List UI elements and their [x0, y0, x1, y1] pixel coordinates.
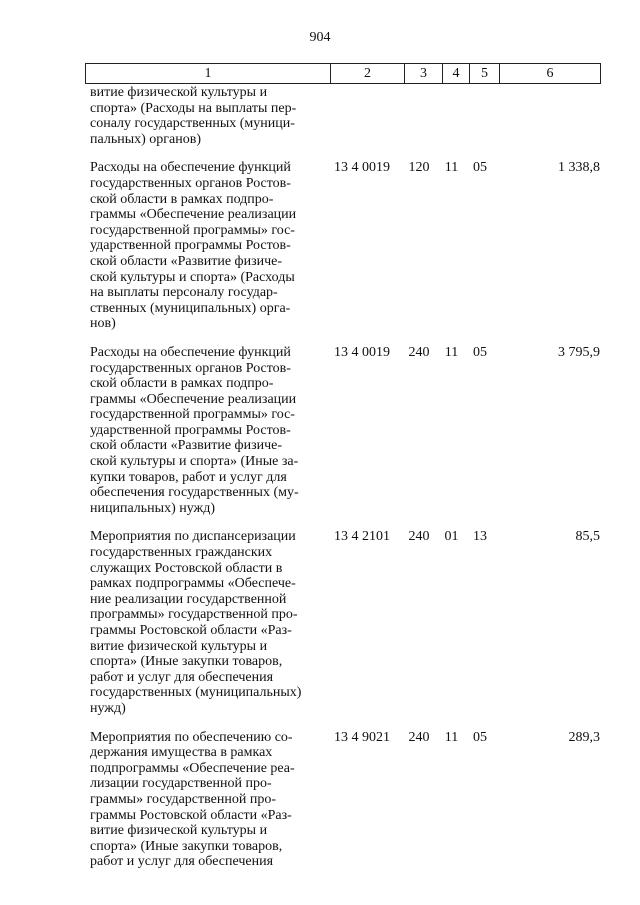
row-code [322, 85, 400, 147]
row-expense-type: 240 [408, 529, 430, 545]
table-header [85, 63, 601, 84]
row-amount: 85,5 [575, 529, 600, 545]
row-amount: 1 338,8 [558, 160, 600, 176]
row-expense-type [400, 85, 438, 147]
table-row [0, 160, 640, 332]
table-body [0, 85, 640, 883]
row-description: Расходы на обеспечение функций государственных органов Ростов- ской области в рамках подпро- граммы «Обеспечение реализации государственной программы» гос- ударственной программы Ростов- ской области «Развитие физиче- ской культуры и спорта» (Иные за- купки товаров, работ и услуг для обеспечения государственных (му- ниципальных) нужд) [90, 344, 299, 516]
row-code: 13 4 0019 [334, 160, 390, 176]
row-section: 11 [444, 729, 459, 745]
row-amount: 3 795,9 [558, 344, 600, 360]
table-row [0, 345, 640, 517]
row-expense-type: 120 [408, 160, 430, 176]
row-subsection: 05 [473, 344, 487, 360]
row-section: 01 [444, 529, 459, 545]
row-amount: 289,3 [568, 729, 600, 745]
table-row [0, 529, 640, 716]
row-description: витие физической культуры и спорта» (Расходы на выплаты пер- соналу государственных (муници- пальных) органов) [90, 85, 297, 147]
row-description: Мероприятия по диспансеризации государственных гражданских служащих Ростовской области в рамках подпрограммы «Обеспече- ние реализации государственной программы» государственной про- граммы Ростовской области «Раз- витие физической культуры и спорта» (Иные закупки товаров, работ и услуг для обеспечения государственных (муниципальных) нужд) [90, 529, 302, 716]
row-code: 13 4 9021 [334, 729, 390, 745]
header-col-2: 2 [330, 64, 404, 83]
header-col-3: 3 [404, 64, 442, 83]
row-amount [495, 85, 608, 147]
page-number: 904 [309, 30, 331, 45]
row-subsection: 13 [473, 529, 487, 545]
row-subsection: 05 [473, 729, 487, 745]
row-section: 11 [444, 344, 459, 360]
table-row [0, 730, 640, 870]
table-row [0, 85, 640, 147]
row-description: Расходы на обеспечение функций государственных органов Ростов- ской области в рамках подпро- граммы «Обеспечение реализации государственной программы» гос- ударственной программы Ростов- ской области «Развитие физиче- ской культуры и спорта» (Расходы на выплаты персоналу государ- ственных (муниципальных) орга- нов) [90, 160, 297, 332]
row-subsection: 05 [473, 160, 487, 176]
row-code: 13 4 0019 [334, 344, 390, 360]
row-expense-type: 240 [408, 344, 430, 360]
header-col-1: 1 [204, 65, 212, 81]
row-description: Мероприятия по обеспечению со- держания имущества в рамках подпрограммы «Обеспечение реа- лизации государственной про- граммы» государственной про- граммы Ростовской области «Раз- витие физической культуры и спорта» (Иные закупки товаров, работ и услуг для обеспечения [90, 729, 295, 870]
row-section [438, 85, 465, 147]
row-section: 11 [444, 160, 459, 176]
header-col-5: 5 [469, 64, 499, 83]
header-col-6: 6 [499, 64, 600, 83]
row-code: 13 4 2101 [334, 529, 390, 545]
row-subsection [465, 85, 495, 147]
row-expense-type: 240 [408, 729, 430, 745]
header-col-4: 4 [442, 64, 469, 83]
